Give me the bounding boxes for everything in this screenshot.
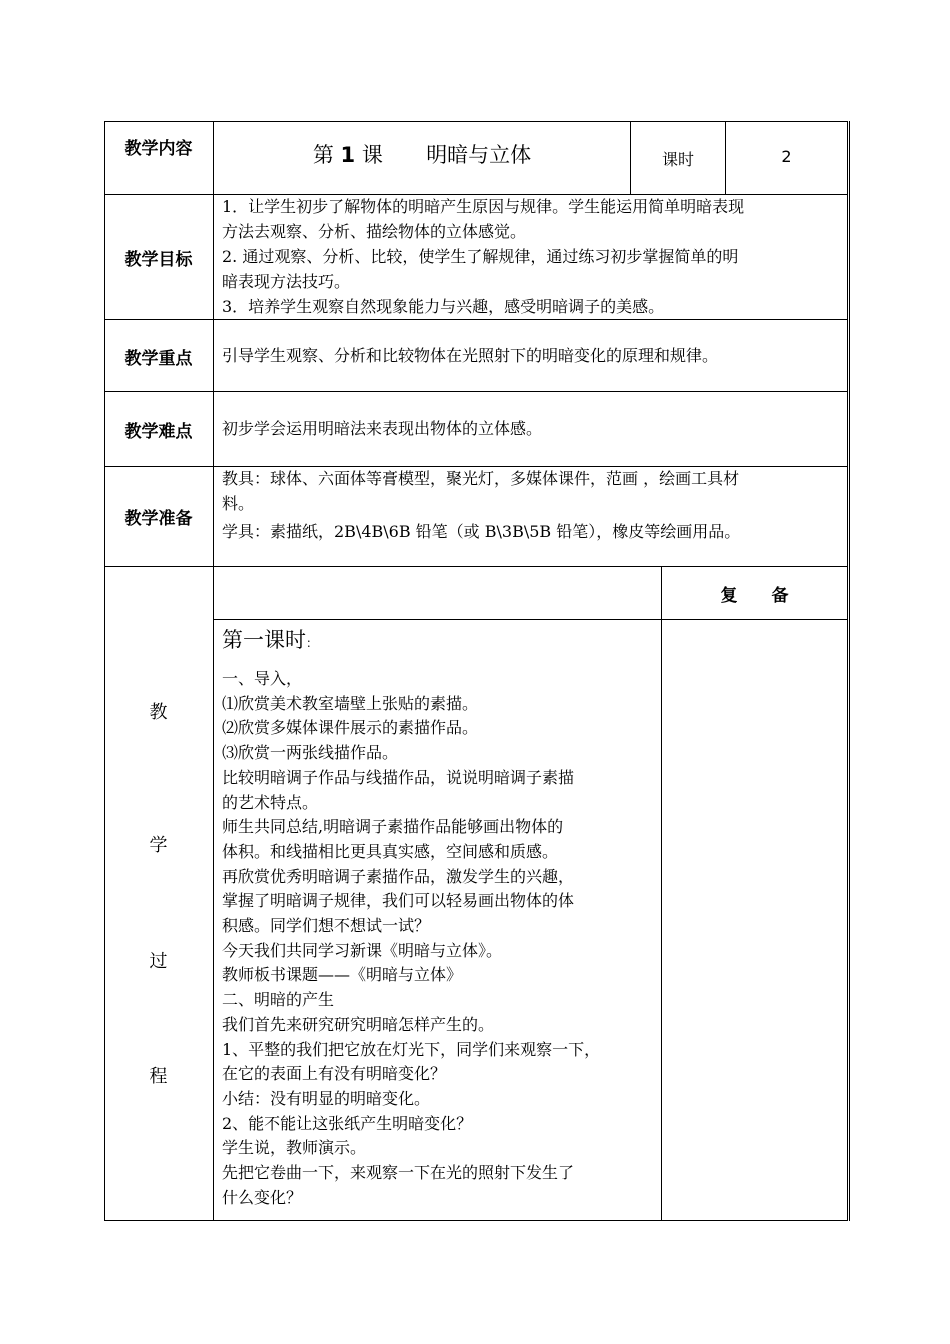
process-line: 再欣赏优秀明暗调子素描作品，激发学生的兴趣， (222, 866, 575, 886)
objectives-text (222, 194, 844, 319)
objective-line: 暗表现方法技巧。 (222, 272, 351, 291)
table-border-right-outer (849, 121, 850, 1221)
process-line: ⑵欣赏多媒体课件展示的素描作品。 (222, 718, 479, 738)
difficulties-label: 教学难点 (124, 422, 193, 442)
process-line: 一、导入， (222, 669, 303, 688)
preparation-text (222, 466, 844, 544)
process-line: 先把它卷曲一下，来观察一下在光的照射下发生了 (222, 1163, 575, 1183)
process-line: 的艺术特点。 (222, 792, 319, 812)
process-text (222, 667, 660, 1210)
key-points-label: 教学重点 (124, 349, 193, 369)
lesson-number: 1 (340, 143, 356, 167)
process-label-char: 程 (149, 1066, 168, 1087)
hours-label: 课时 (661, 150, 694, 169)
process-line: 小结：没有明显的明暗变化。 (222, 1088, 431, 1108)
process-line: 1、平整的我们把它放在灯光下，同学们来观察一下， (222, 1039, 601, 1059)
objective-line: 2. 通过观察、分析、比较，使学生了解规律，通过练习初步掌握简单的明 (222, 247, 739, 266)
row-divider (104, 391, 848, 392)
process-line: 学生说，教师演示。 (222, 1138, 367, 1158)
lesson-plan-table (104, 121, 848, 1221)
session-title-text: 第一课时 (222, 628, 306, 652)
review-header: 复 备 (720, 586, 789, 606)
lesson-number-suffix: 课 (361, 143, 383, 167)
objective-line: 3．培养学生观察自然现象能力与兴趣，感受明暗调子的美感。 (222, 297, 665, 316)
preparation-line: 教具：球体、六面体等膏模型，聚光灯，多媒体课件，范画 ，绘画工具材 (222, 469, 740, 488)
process-line: 师生共同总结,明暗调子素描作品能够画出物体的 (222, 817, 564, 837)
process-label-char: 过 (149, 951, 168, 972)
process-line: 在它的表面上有没有明暗变化？ (222, 1064, 447, 1084)
process-header-divider (213, 619, 848, 620)
label-column-divider (213, 121, 214, 1221)
hours-value: 2 (781, 147, 792, 166)
lesson-title (214, 139, 630, 169)
process-line: ⑴欣赏美术教室墙壁上张贴的素描。 (222, 693, 479, 713)
objectives-label: 教学目标 (124, 250, 193, 270)
session-title (222, 624, 318, 654)
table-border-left (104, 121, 105, 1221)
process-line: 二、明暗的产生 (222, 990, 335, 1010)
row-divider (104, 319, 848, 320)
process-label-char: 教 (149, 702, 168, 723)
key-points-text: 引导学生观察、分析和比较物体在光照射下的明暗变化的原理和规律。 (222, 346, 719, 365)
review-column-divider (661, 566, 662, 1221)
process-line: 教师板书课题——《明暗与立体》 (222, 965, 463, 985)
preparation-line: 料。 (222, 494, 255, 513)
objective-line: 1．让学生初步了解物体的明暗产生原因与规律。学生能运用简单明暗表现 (222, 197, 745, 216)
preparation-label: 教学准备 (124, 509, 193, 529)
content-label: 教学内容 (124, 139, 193, 159)
lesson-title-text: 明暗与立体 (426, 143, 532, 167)
row-divider (104, 566, 848, 567)
table-border-right (847, 121, 848, 1221)
table-border-top (104, 121, 848, 122)
process-line: 体积。和线描相比更具真实感，空间感和质感。 (222, 841, 559, 861)
process-line: 2、能不能让这张纸产生明暗变化？ (222, 1113, 473, 1133)
process-line: 积感。同学们想不想试一试？ (222, 916, 431, 936)
session-title-suffix: ： (306, 636, 319, 650)
process-label-char: 学 (149, 835, 168, 856)
process-line: 比较明暗调子作品与线描作品，说说明暗调子素描 (222, 767, 575, 787)
process-line: 今天我们共同学习新课《明暗与立体》。 (222, 940, 503, 960)
table-border-bottom (104, 1220, 848, 1221)
process-line: 什么变化？ (222, 1187, 303, 1207)
objective-line: 方法去观察、分析、描绘物体的立体感觉。 (222, 222, 527, 241)
lesson-number-prefix: 第 (312, 143, 334, 167)
process-line: ⑶欣赏一两张线描作品。 (222, 743, 399, 763)
preparation-line: 学具：素描纸，2B\4B\6B 铅笔（或 B\3B\5B 铅笔），橡皮等绘画用品。 (222, 522, 741, 541)
process-line: 掌握了明暗调子规律，我们可以轻易画出物体的体 (222, 891, 575, 911)
difficulties-text: 初步学会运用明暗法来表现出物体的立体感。 (222, 419, 543, 438)
process-line: 我们首先来研究研究明暗怎样产生的。 (222, 1014, 495, 1034)
